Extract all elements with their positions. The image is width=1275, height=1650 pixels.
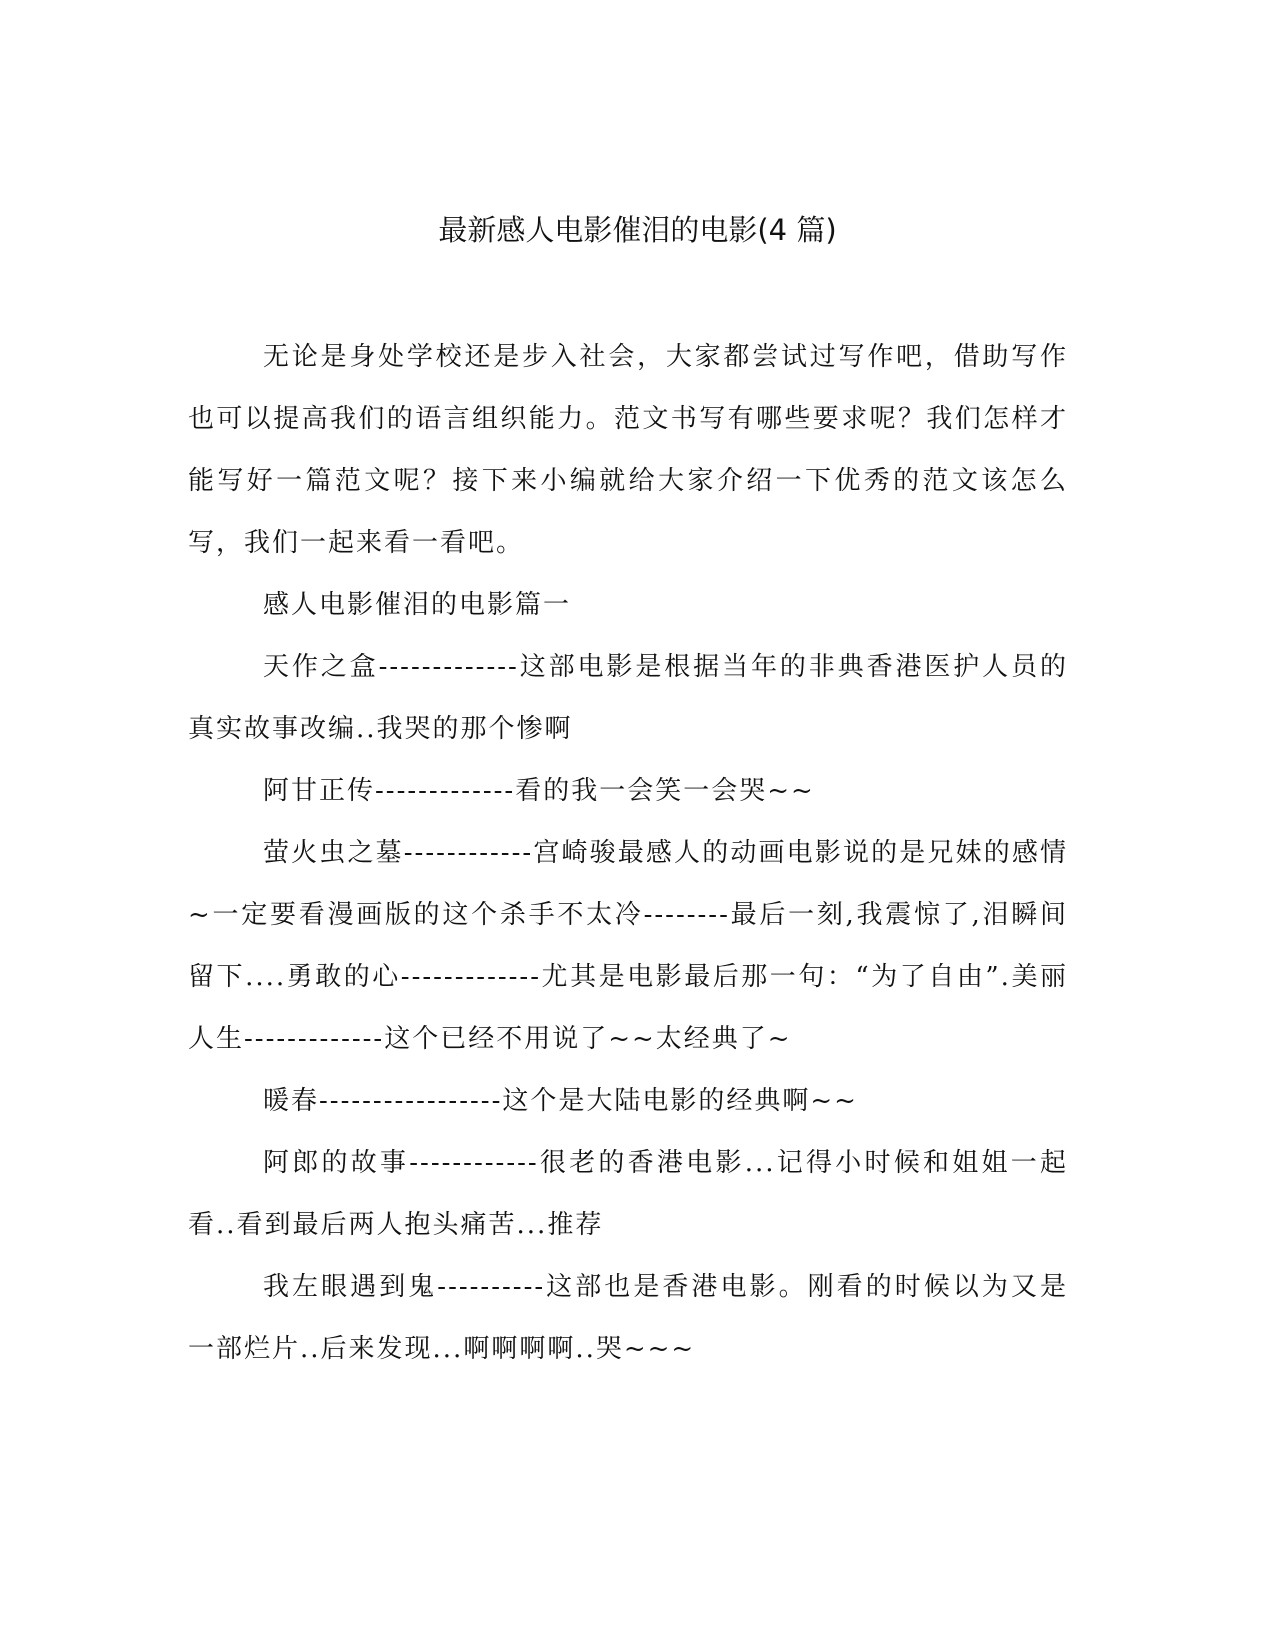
document-body — [188, 326, 1068, 1380]
paragraph-movie-2: 阿甘正传-------------看的我一会笑一会哭~~ — [263, 776, 815, 806]
paragraph-movie-3: 萤火虫之墓------------宫崎骏最感人的动画电影说的是兄妹的感情~一定要看漫画版的这个杀手不太冷--------最后一刻,我震惊了,泪瞬间留下....勇敢的心-------------尤其是电影最后那一句：“为了自由”.美丽人生-------------这个已经不用说了~~太经典了~ — [188, 838, 1068, 1054]
paragraph-movie-4: 暖春-----------------这个是大陆电影的经典啊~~ — [263, 1086, 858, 1116]
paragraph-movie-6: 我左眼遇到鬼----------这部也是香港电影。刚看的时候以为又是一部烂片..后来发现...啊啊啊啊..哭~~~ — [188, 1272, 1068, 1364]
document-title: 最新感人电影催泪的电影(4 篇) — [438, 213, 837, 247]
paragraph-movie-5: 阿郎的故事------------很老的香港电影...记得小时候和姐姐一起看..看到最后两人抱头痛苦...推荐 — [188, 1148, 1068, 1240]
paragraph-movie-1: 天作之盒-------------这部电影是根据当年的非典香港医护人员的真实故事改编..我哭的那个惨啊 — [188, 652, 1068, 744]
section-heading: 感人电影催泪的电影篇一 — [263, 590, 572, 620]
paragraph-intro: 无论是身处学校还是步入社会，大家都尝试过写作吧，借助写作也可以提高我们的语言组织能力。范文书写有哪些要求呢？我们怎样才能写好一篇范文呢？接下来小编就给大家介绍一下优秀的范文该怎么写，我们一起来看一看吧。 — [188, 342, 1068, 558]
